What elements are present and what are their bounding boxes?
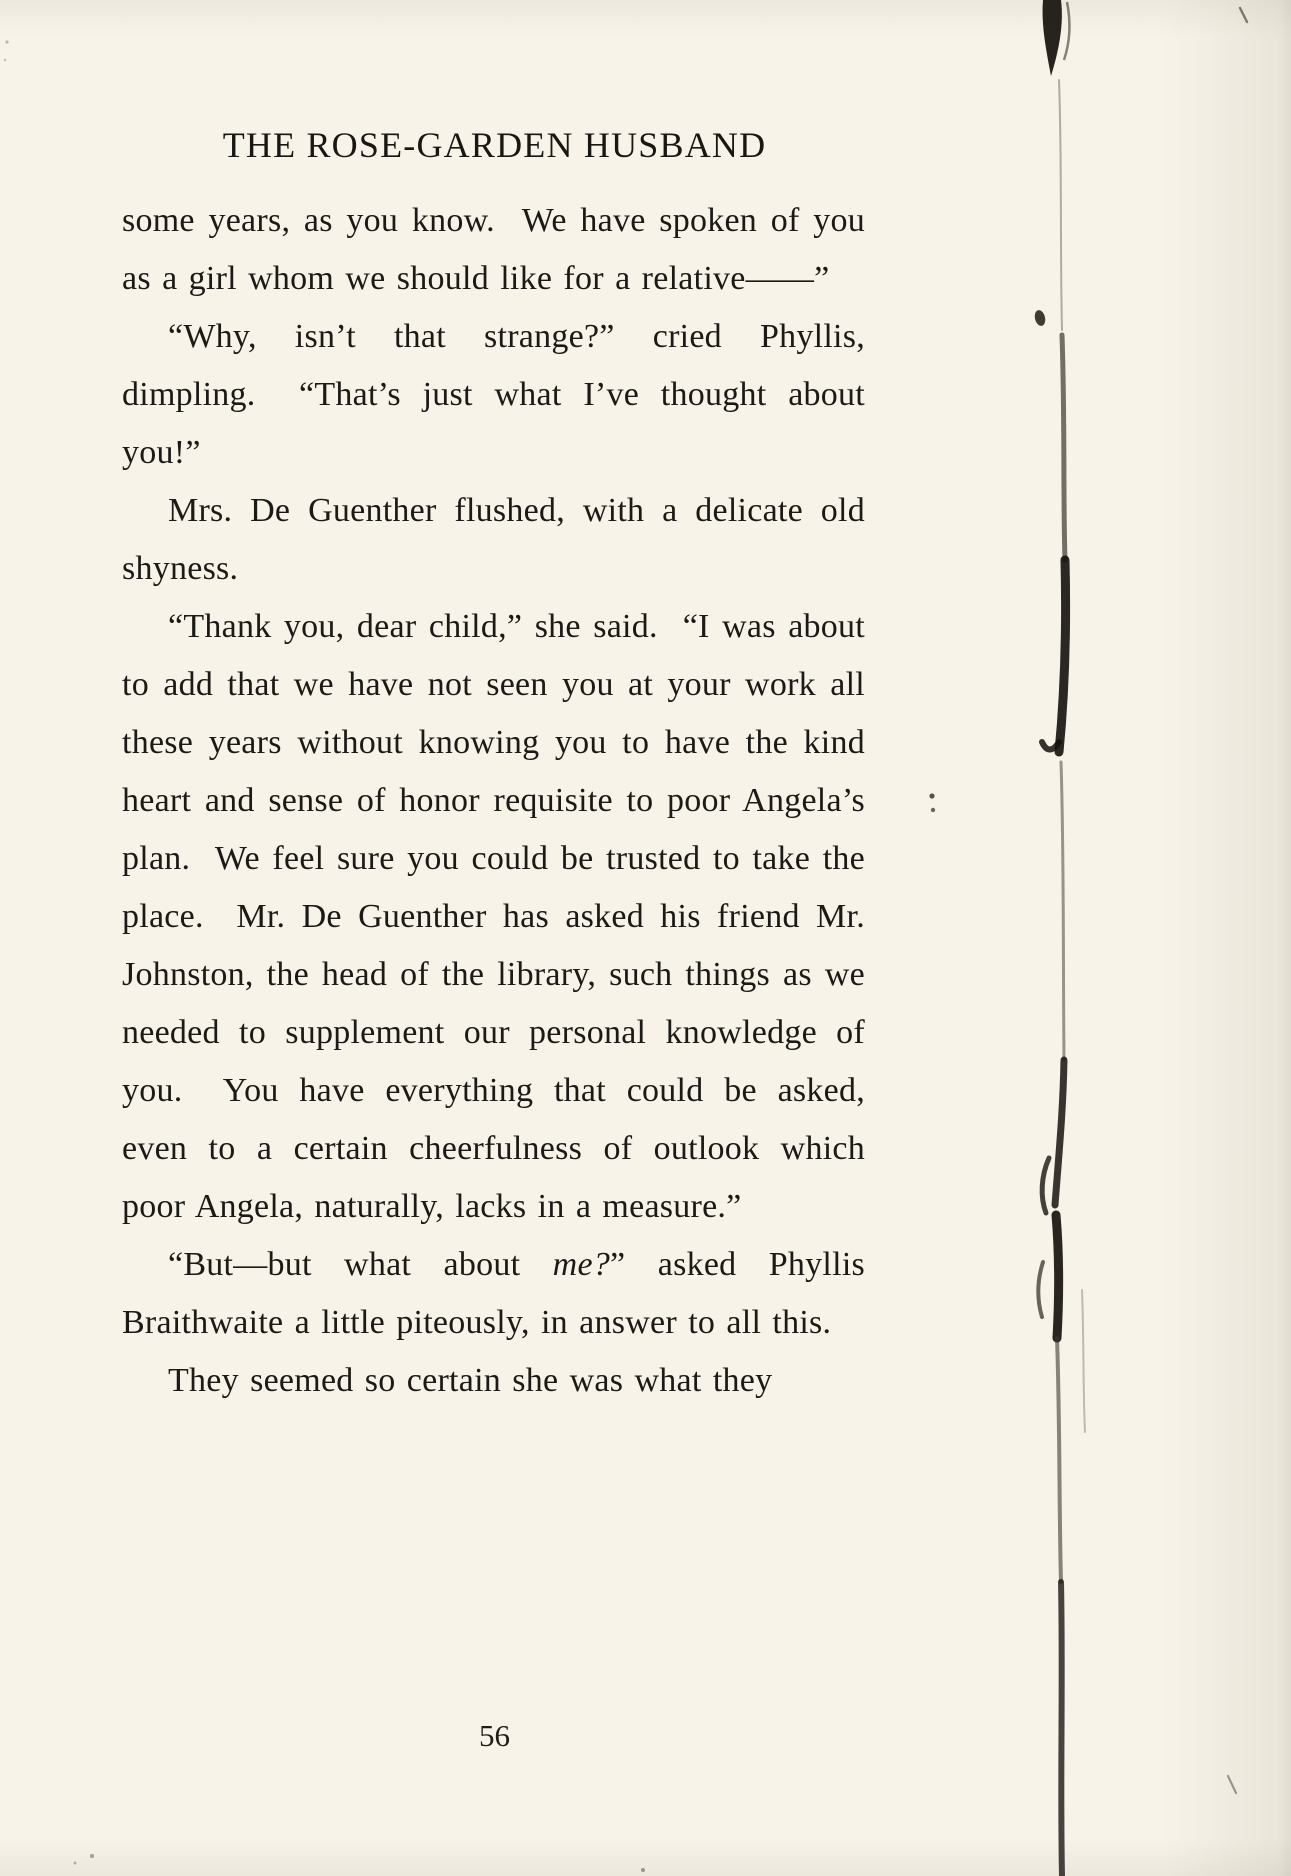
paragraph <box>122 308 877 482</box>
gutter-streak-2 <box>1059 560 1066 752</box>
gutter-streak-1 <box>1062 335 1065 560</box>
gutter-streak-4 <box>1055 1060 1064 1205</box>
ink-blob-top <box>1043 0 1062 76</box>
gutter-streak-5 <box>1056 1215 1059 1338</box>
text-segment: They seemed so certain she was what they <box>168 1362 773 1399</box>
text-segment: Mrs. De Guenther flushed, with a delicate old shyness. <box>122 492 877 587</box>
gutter-hook-3 <box>1038 1262 1043 1317</box>
speck-left-edge-1 <box>5 40 8 43</box>
speck-left-edge-2 <box>4 59 7 62</box>
paragraph <box>122 482 877 598</box>
speck-colon-top <box>929 793 934 798</box>
text-segment: ” asked Phyllis Braithwaite a little piteously, in answer to all this. <box>122 1246 877 1341</box>
page-number: 56 <box>479 1718 510 1753</box>
italic-text-segment: me? <box>552 1246 611 1283</box>
gutter-echo-line <box>1082 1290 1085 1432</box>
text-segment: some years, as you know. We have spoken of you as a girl whom we should like for a relative——” <box>122 202 877 297</box>
paragraph <box>122 598 877 1236</box>
gutter-hook-2 <box>1042 1158 1049 1213</box>
speck-bottom-left-1 <box>90 1854 94 1858</box>
text-segment: “Thank you, dear child,” she said. “I was about to add that we have not seen you at your work all these years without knowing you to have the kind heart and sense of honor requisite to poor Angela’s plan. We feel sure you could be trusted to take the place. Mr. De Guenther has asked his friend Mr. Johnston, the head of the library, such things as we needed to supplement our personal knowledge of you. You have everything that could be asked, even to a certain cheerfulness of outlook which poor Angela, naturally, lacks in a measure.” <box>122 608 877 1225</box>
text-segment: “Why, isn’t that strange?” cried Phyllis, dimpling. “That’s just what I’ve thought about you!” <box>122 318 877 471</box>
speck-lower-tick <box>1228 1776 1236 1793</box>
speck-corner-tick <box>1240 8 1247 22</box>
gutter-line-upper <box>1059 80 1062 330</box>
speck-bottom-center <box>641 1868 645 1872</box>
gutter-streak-7 <box>1061 1582 1062 1876</box>
speck-bottom-left-2 <box>74 1862 77 1865</box>
gutter-hook-1 <box>1042 742 1059 750</box>
speck-colon-bottom <box>931 808 935 812</box>
running-header: THE ROSE-GARDEN HUSBAND <box>222 125 767 165</box>
text-segment: “But—but what about <box>168 1246 553 1283</box>
paragraph-continuation <box>122 192 877 308</box>
paragraph <box>122 1352 865 1410</box>
paragraph <box>122 1236 877 1352</box>
gutter-streak-3 <box>1061 762 1064 1060</box>
ink-arc-top <box>1064 2 1069 60</box>
ink-comma-blot <box>1033 309 1047 327</box>
body-text <box>122 192 877 1410</box>
gutter-streak-6 <box>1057 1338 1061 1582</box>
